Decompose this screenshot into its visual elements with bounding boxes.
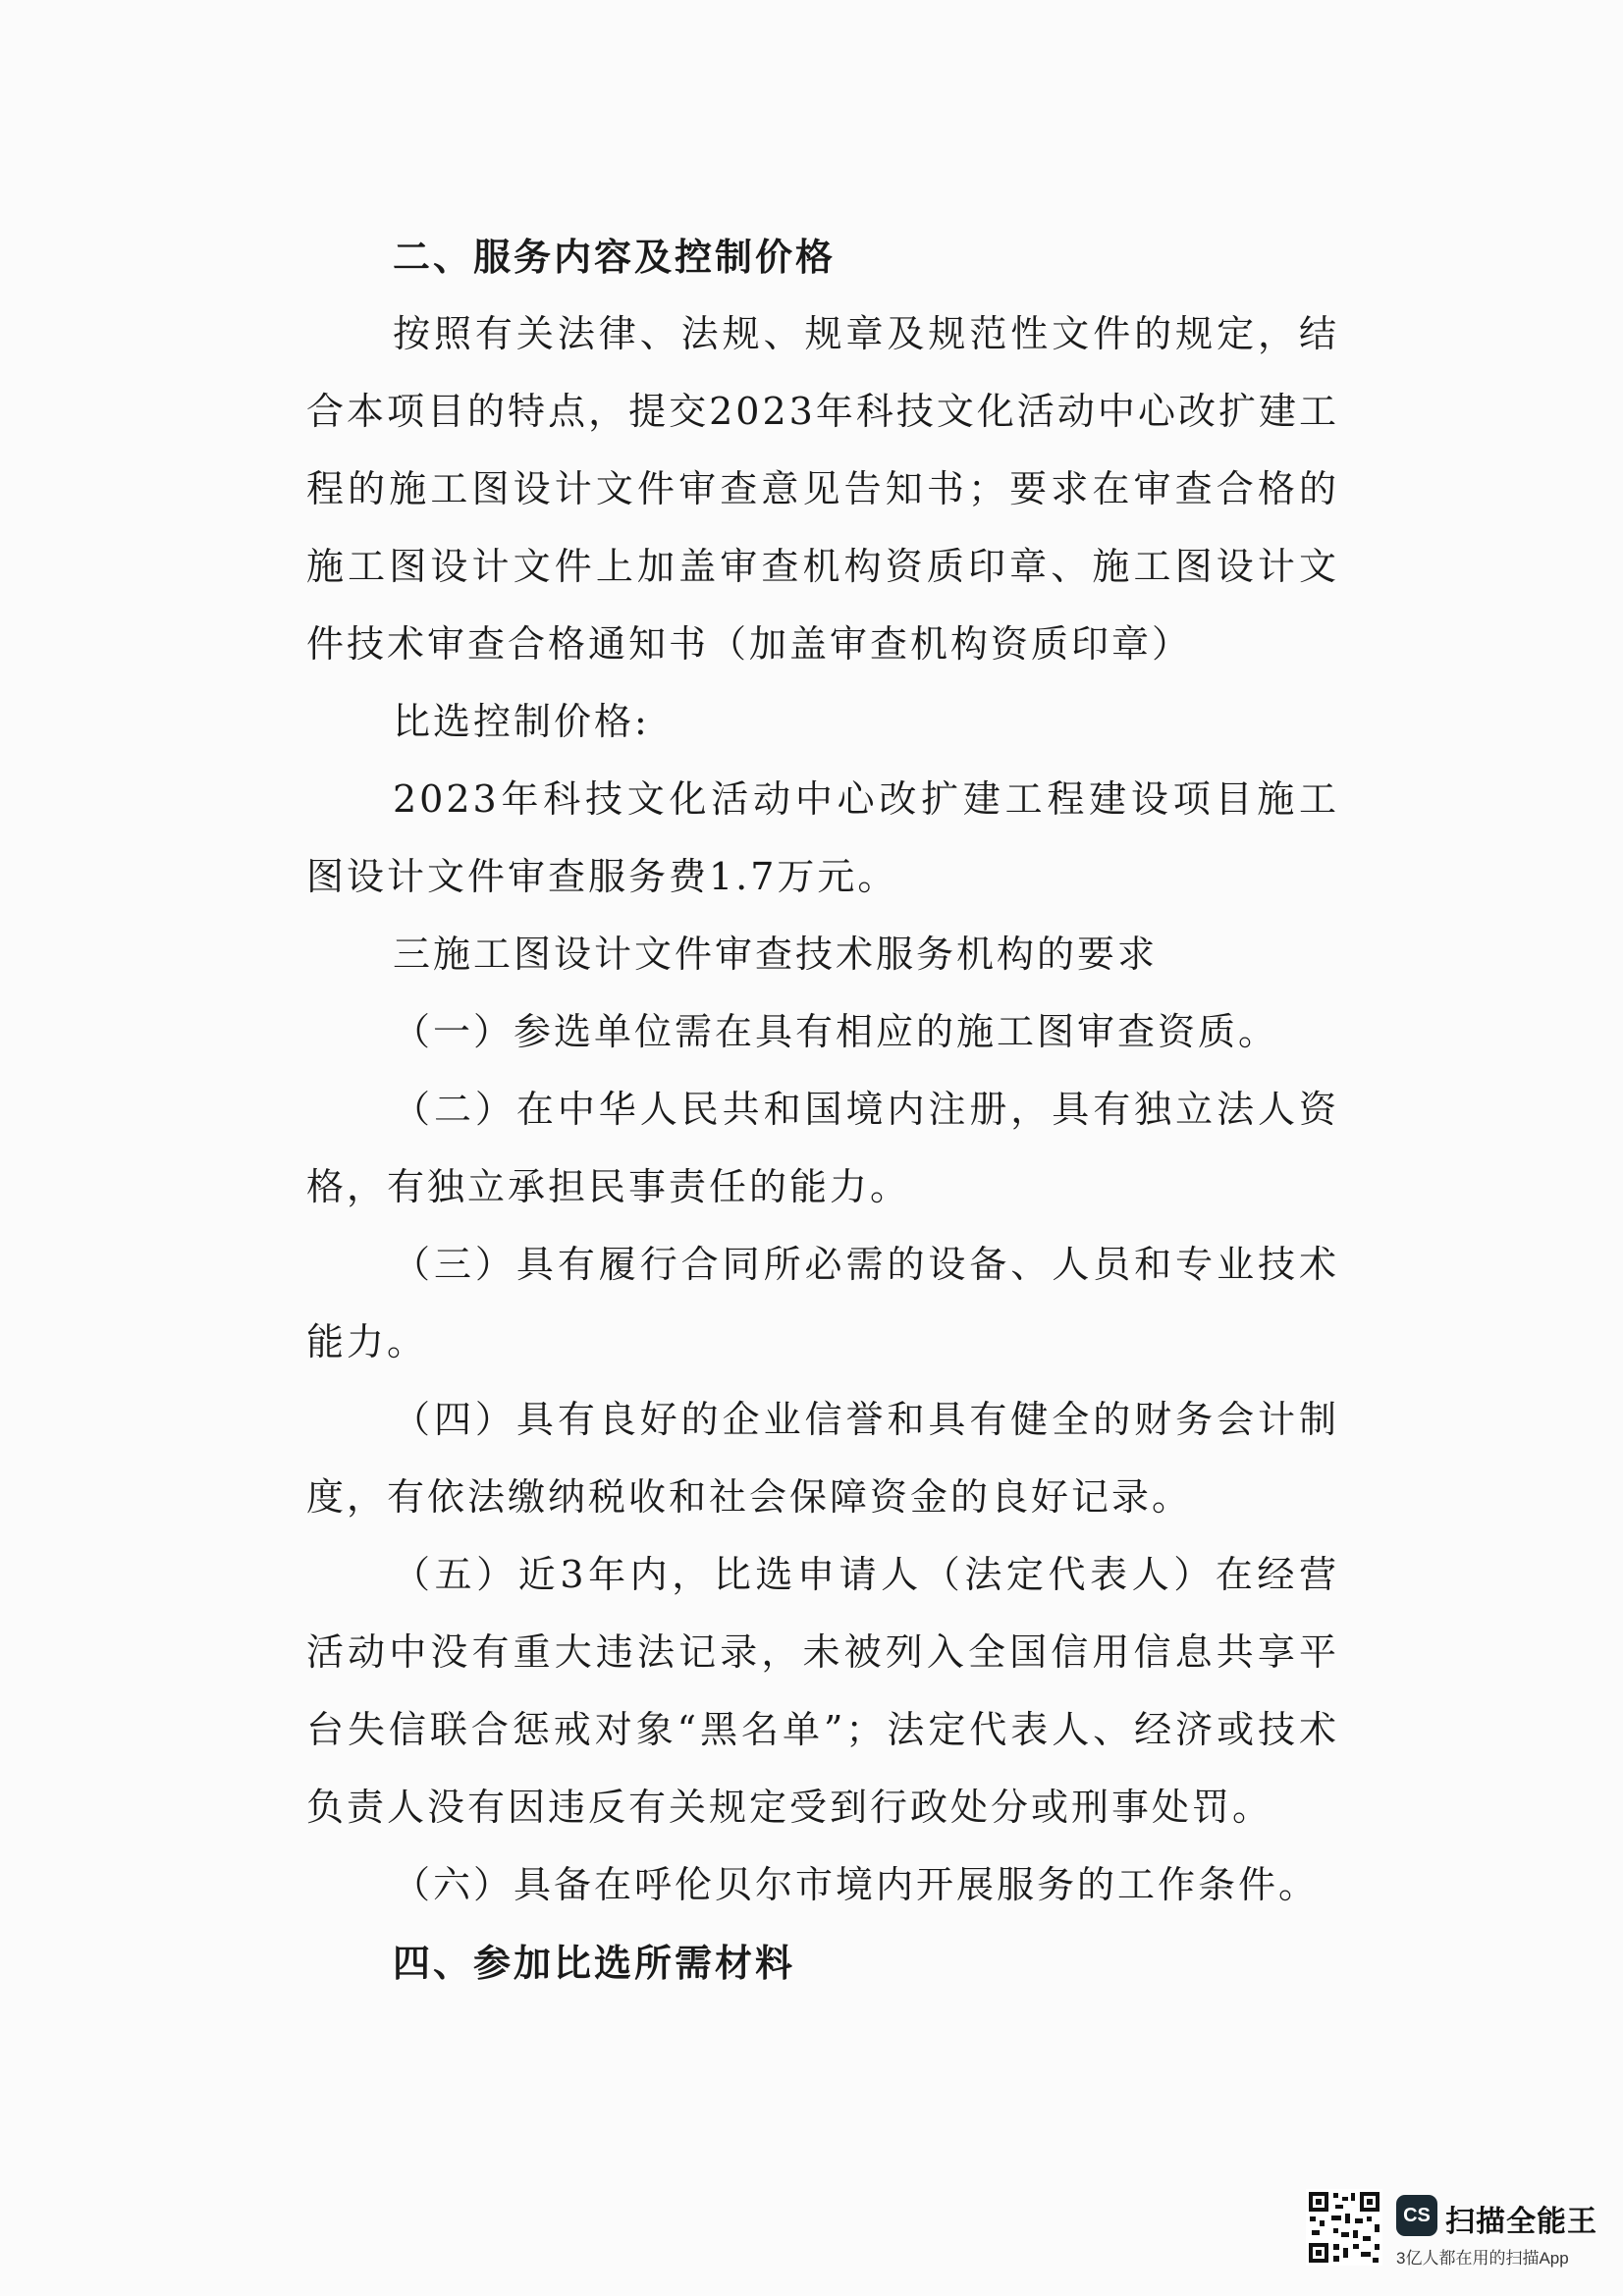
control-price-label: 比选控制价格: bbox=[393, 700, 650, 743]
app-tagline: 3亿人都在用的扫描App bbox=[1396, 2249, 1569, 2268]
section-heading-requirements: 三施工图设计文件审查技术服务机构的要求 bbox=[393, 933, 1159, 976]
app-name: 扫描全能王 bbox=[1445, 2206, 1597, 2238]
requirement-item-3: （三）具有履行合同所必需的设备、人员和专业技术能力。 bbox=[306, 1243, 1339, 1363]
requirement-item-4: （四）具有良好的企业信誉和具有健全的财务会计制度，有依法缴纳税收和社会保障资金的良好记录。 bbox=[306, 1398, 1339, 1519]
section-heading-materials: 四、参加比选所需材料 bbox=[393, 1941, 796, 1985]
camscanner-logo-icon: CS bbox=[1396, 2195, 1437, 2236]
requirement-item-1: （一）参选单位需在具有相应的施工图审查资质。 bbox=[393, 1010, 1279, 1053]
requirement-item-2: （二）在中华人民共和国境内注册，具有独立法人资格，有独立承担民事责任的能力。 bbox=[306, 1088, 1339, 1208]
scanner-watermark bbox=[1306, 2189, 1600, 2277]
document-body bbox=[306, 218, 1339, 2002]
control-price-text: 2023年科技文化活动中心改扩建工程建设项目施工图设计文件审查服务费1.7万元。 bbox=[306, 777, 1339, 898]
requirement-item-6: （六）具备在呼伦贝尔市境内开展服务的工作条件。 bbox=[393, 1863, 1320, 1906]
requirement-item-5: （五）近3年内，比选申请人（法定代表人）在经营活动中没有重大违法记录，未被列入全国信用信息共享平台失信联合惩戒对象“黑名单”；法定代表人、经济或技术负责人没有因违反有关规定受到行政处分或刑事处罚。 bbox=[306, 1553, 1339, 1829]
paragraph-service-content: 按照有关法律、法规、规章及规范性文件的规定，结合本项目的特点，提交2023年科技文化活动中心改扩建工程的施工图设计文件审查意见告知书；要求在审查合格的施工图设计文件上加盖审查机构资质印章、施工图设计文件技术审查合格通知书（加盖审查机构资质印章） bbox=[306, 312, 1339, 666]
qr-code-icon bbox=[1306, 2189, 1382, 2266]
section-heading-service: 二、服务内容及控制价格 bbox=[393, 235, 837, 279]
